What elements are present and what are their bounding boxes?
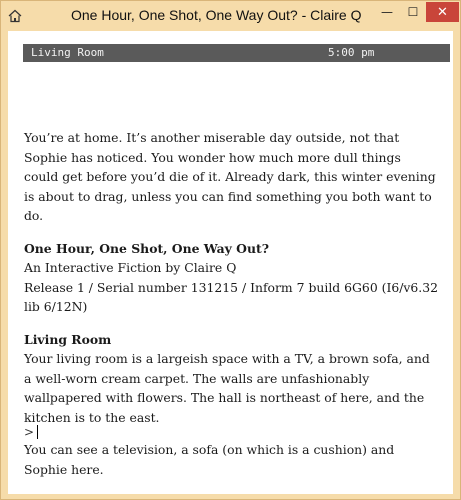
story-text (24, 128, 438, 492)
room-contents: You can see a television, a sofa (on which is a cushion) and Sophie here. (24, 442, 395, 477)
prompt-symbol: > (24, 425, 35, 439)
game-banner (24, 239, 438, 317)
maximize-icon[interactable]: ☐ (407, 5, 419, 19)
game-title: One Hour, One Shot, One Way Out? (24, 240, 269, 256)
room-description: Your living room is a largeish space with a TV, a brown sofa, and a well-worn cream carpet. The walls are unfashionably wallpapered with flowers. The hall is northeast of here, and the kitchen is to the east. (24, 351, 430, 425)
command-input[interactable] (24, 425, 38, 439)
release-info: Release 1 / Serial number 131215 / Inform 7 build 6G60 (I6/v6.32 lib 6/12N) (24, 279, 439, 314)
close-icon[interactable]: ✕ (426, 2, 459, 22)
status-time: 5:00 pm (328, 46, 375, 59)
minimize-icon[interactable]: — (381, 5, 393, 19)
game-byline: An Interactive Fiction by Claire Q (24, 260, 237, 275)
status-bar (23, 44, 450, 62)
home-icon[interactable] (8, 8, 22, 22)
room-name: Living Room (24, 331, 112, 347)
status-location: Living Room (31, 46, 104, 59)
title-bar[interactable] (1, 1, 460, 31)
intro-paragraph: You’re at home. It’s another miserable day outside, not that Sophie has noticed. You wonder how much more dull things could get before you’d die of it. Already dark, this winter evening is about to drag, unless you can find something you both want to do. (24, 130, 436, 223)
window-title: One Hour, One Shot, One Way Out? - Claire Q (71, 7, 362, 23)
text-cursor (37, 425, 38, 439)
room-block (24, 330, 438, 428)
